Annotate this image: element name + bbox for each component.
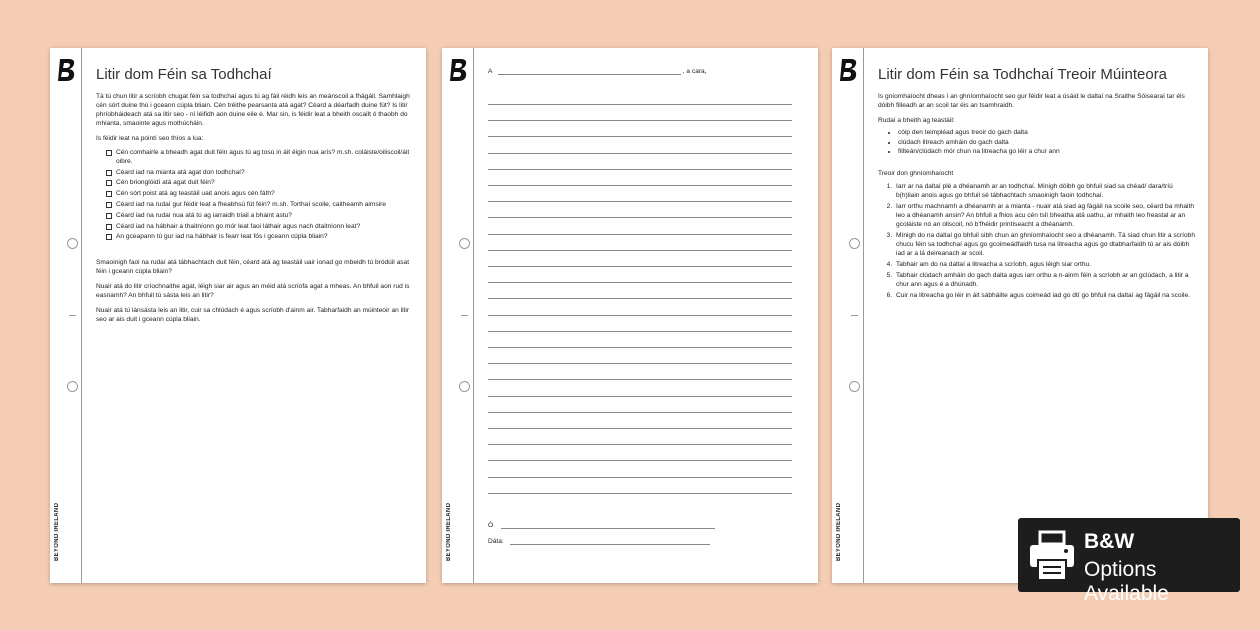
steps-title: Treoir don ghníomhaíocht	[878, 169, 954, 177]
binder-hole	[67, 238, 78, 249]
brand-label: BEYOND IRELAND	[54, 503, 60, 562]
writing-line[interactable]	[488, 298, 792, 299]
binder-hole	[67, 381, 78, 392]
writing-line[interactable]	[488, 120, 792, 121]
intro-paragraph: Is gníomhaíocht dheas í an ghníomhaíocht seo gur féidir leat a úsáid le daltaí na Sraithe Sóisearaí tar éis dóibh filleadh ar an scoil tar éis an tsamhraidh.	[878, 93, 1185, 109]
list-item: 5. Tabhair clúdach amháin do gach dalta agus iarr orthu a n-ainm féin a scríobh ar an gclúdach, a litir a chur ann agus é a dhúnadh.	[894, 271, 1196, 289]
salutation-suffix: , a cara,	[682, 68, 707, 75]
writing-line[interactable]	[488, 234, 792, 235]
writing-line[interactable]	[488, 315, 792, 316]
needs-title: Rudaí a bheith ag teastáil:	[878, 117, 955, 124]
page-title: Litir dom Féin sa Todhchaí Treoir Múinteora	[878, 66, 1168, 83]
paragraph: Nuair atá do litir críochnaithe agat, léigh siar air agus an méid atá scríofa agat a mheas. An bhfuil aon rud is easnamh? An bhfuil tú sásta leis an litir?	[96, 283, 410, 300]
writing-line[interactable]	[488, 136, 792, 137]
margin-tick	[851, 315, 858, 316]
writing-line[interactable]	[488, 347, 792, 348]
binder-hole	[459, 381, 470, 392]
page-title: Litir dom Féin sa Todhchaí	[96, 66, 272, 83]
date-label: Dáta:	[488, 538, 504, 545]
list-item: 4. Tabhair am do na daltaí a litreacha a scríobh, agus léigh siar orthu.	[894, 260, 1196, 269]
list-item: Cén sórt poist atá ag teastáil uait anois agus cén fáth?	[106, 190, 414, 199]
steps-list	[894, 182, 1196, 300]
writing-line[interactable]	[488, 331, 792, 332]
writing-line[interactable]	[488, 396, 792, 397]
worksheet-page-2	[442, 48, 818, 583]
writing-line[interactable]	[488, 282, 792, 283]
list-item: • clúdach litreach amháin do gach dalta	[898, 138, 1196, 148]
list-item: Céard iad na hábhair a thaitníonn go mór leat faoi láthair agus nach dtaitníonn leat?	[106, 223, 414, 232]
salutation-line	[488, 68, 707, 75]
from-line	[488, 522, 715, 529]
binder-hole	[849, 381, 860, 392]
date-line	[488, 538, 710, 545]
writing-line[interactable]	[488, 104, 792, 105]
points-intro: Is féidir leat na pointí seo thíos a lua:	[96, 135, 204, 142]
margin-tick	[461, 315, 468, 316]
logo-icon	[840, 58, 858, 82]
intro-paragraph: Tá tú chun litir a scríobh chugat féin sa todhchaí agus tú ag fáil réidh leis an meánscoil a fhágáil. Samhlaigh cén sórt duine thú i gceann cúpla bliain. Cén tréithe pearsanta atá agat? Céard a déarfadh duine fút? Is litir phríobháideach atá sa litir seo - ní léifidh aon duine eile é. Mar sin, is féidir leat a bheith oscailt ó thaobh do mhianta, smaointe agus mothúcháin.	[96, 93, 410, 127]
brand-label: BEYOND IRELAND	[836, 503, 842, 562]
writing-line[interactable]	[488, 153, 792, 154]
list-item: Céard iad na rudaí nua atá tú ag iarraidh triail a bhaint astu?	[106, 212, 414, 221]
paragraph: Smaoinigh faoi na rudaí atá tábhachtach duit féin, céard atá ag teastáil uair ionad go mbeidh tú bródúil asat féin i gceann cúpla bliain?	[96, 259, 410, 276]
bw-options-badge[interactable]	[1018, 518, 1240, 605]
list-item: Cén comhairle a bheadh agat duit féin agus tú ag tosú in áit éigin nua arís? m.sh. coláiste/oiliscoil/áit oibre.	[106, 149, 414, 167]
badge-subtitle: Options Available	[1084, 558, 1169, 605]
list-item: 3. Mínigh do na daltaí go bhfuil sibh chun an ghníomhaíocht seo a dhéanamh. Tá siad chun litir a scríobh chucu féin sa todhchaí agus go gcoimeádfaidh tusa na litreacha agus go dtabharfaidh tú ar ais dóibh iad ar a lá deireanach ar scoil.	[894, 231, 1196, 258]
list-item: • cóip den teimpléad agus treoir do gach dalta	[898, 128, 1196, 138]
list-item: An gceapann tú gur iad na hábhair is fearr leat fós i gceann cúpla bliain?	[106, 233, 414, 242]
from-label: Ó	[488, 522, 494, 529]
worksheet-page-1	[50, 48, 426, 583]
logo-icon	[58, 58, 76, 82]
badge-title: B&W	[1084, 530, 1135, 553]
brand-label: BEYOND IRELAND	[446, 503, 452, 562]
name-blank[interactable]	[498, 68, 681, 75]
writing-line[interactable]	[488, 169, 792, 170]
list-item: 2. Iarr orthu machnamh a dhéanamh ar a mianta - nuair atá siad ag fágáil na scoile seo, céard ba mhaith leo a dhéanamh ansin? An bhfuil a fhios acu cén tslí bheatha atá uathu, ar mhaith leo freastal ar an gcoláiste nó an ollscoil, nó b'fhéidir printíseacht a dhéanamh.	[894, 202, 1196, 229]
date-blank[interactable]	[510, 538, 710, 545]
writing-line[interactable]	[488, 201, 792, 202]
list-item: 6. Cuir na litreacha go léir in áit sábháilte agus coimeád iad go dtí go bhfuil na daltaí ag fágáil na scoile.	[894, 291, 1196, 300]
list-item: Céard iad na mianta atá agat don todhchaí?	[106, 169, 414, 178]
list-item: 1. Iarr ar na daltaí plé a dhéanamh ar an todhchaí. Mínigh dóibh go bhfuil siad sa chéad/ dara/tríú b(h)liain anois agus go bhfuil sé tábhachtach smaoinigh faoin todhchaí.	[894, 182, 1196, 200]
list-item: Cén brionglóidí atá agat duit féin?	[106, 179, 414, 188]
binder-hole	[849, 238, 860, 249]
page-content	[878, 66, 1196, 302]
writing-line[interactable]	[488, 185, 792, 186]
writing-line[interactable]	[488, 493, 792, 494]
writing-line[interactable]	[488, 250, 792, 251]
list-item: Céard iad na rudaí gur féidir leat a fheabhsú fút féin? m.sh. Torthaí scoile, caitheamh aimsire	[106, 201, 414, 210]
writing-line[interactable]	[488, 266, 792, 267]
writing-line[interactable]	[488, 379, 792, 380]
salutation-prefix: A	[488, 68, 493, 75]
writing-line[interactable]	[488, 217, 792, 218]
logo-icon	[450, 58, 468, 82]
writing-line[interactable]	[488, 444, 792, 445]
writing-line[interactable]	[488, 428, 792, 429]
checkbox-list	[106, 149, 414, 242]
writing-line[interactable]	[488, 460, 792, 461]
writing-line[interactable]	[488, 412, 792, 413]
writing-line[interactable]	[488, 477, 792, 478]
printer-icon	[1028, 530, 1076, 582]
writing-line[interactable]	[488, 363, 792, 364]
margin-tick	[69, 315, 76, 316]
list-item: • fillteán/clúdach mór chun na litreacha go léir a chur ann	[898, 147, 1196, 157]
from-blank[interactable]	[501, 522, 715, 529]
page-content	[96, 66, 414, 330]
binder-hole	[459, 238, 470, 249]
needs-list	[898, 128, 1196, 157]
worksheet-page-3	[832, 48, 1208, 583]
paragraph: Nuair atá tú lánsásta leis an litir, cuir sa chlúdach é agus scríobh d'ainm air. Tabharfaidh an múinteoir an litir seo ar ais duit i gceann cúpla bliain.	[96, 307, 410, 324]
